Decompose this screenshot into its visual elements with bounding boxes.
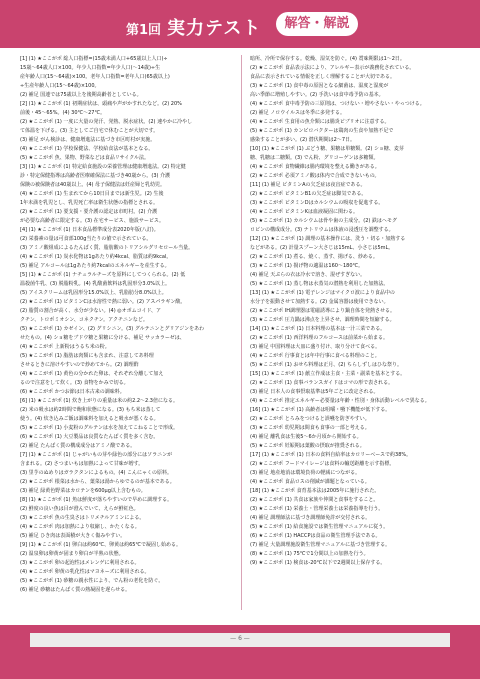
answer-line: [9] (1) ★ここがポ (1) 卵白は約60℃、卵黄は約65℃で凝固し始める。 bbox=[20, 542, 182, 548]
answer-line: (2) ★ここがポ (1) 西洋料理のフルコースは前菜から始まる。 bbox=[250, 335, 388, 341]
answer-line: (4) ★ここがポ 肉は加熱により収縮し、かたくなる。 bbox=[20, 524, 140, 530]
answer-line: 使う。(4) 炊き込みご飯は調味料を加えると吸水が悪くなる。 bbox=[20, 416, 159, 422]
answer-line: (2) 補足 ノロウイルスは冬季に多発する。 bbox=[250, 110, 345, 116]
answer-line: (5) 補足 ひき肉は表面積が大きく傷みやすい。 bbox=[20, 533, 126, 539]
answer-line: (2) 栄養素の量は可食部100g当たりの値で示されている。 bbox=[20, 236, 152, 242]
answer-line: が必要な高齢者に限定する。(3) 在宅サービス、施設サービス。 bbox=[20, 218, 164, 224]
answer-line: (7) 補足 大量調理施設衛生管理マニュアルに基づき管理する。 bbox=[250, 542, 391, 548]
round-label: 第1回 bbox=[126, 23, 162, 38]
answer-line: (3) アミノ酸組成によるたんぱく質、脂肪酸のトリアシルグリセロール当量。 bbox=[20, 245, 194, 251]
answer-line: (4) ★ここがポ 上新粉はうるち米の粉。 bbox=[20, 344, 110, 350]
footer-band bbox=[30, 633, 450, 647]
answer-line: (6) ★ここがポ (1) HACCPは食品の衛生管理手法である。 bbox=[250, 533, 381, 539]
answer-line: [10] (1) ★ここがポ (1) ぶどう糖、果糖は単糖類。(2) ショ糖、麦芽 bbox=[250, 146, 404, 152]
answer-line: (3) 補足 日本人の食事摂取基準は5年ごとに改定される。 bbox=[250, 389, 379, 395]
answer-line: (3) 補足 地産地消は環境負荷の軽減につながる。 bbox=[250, 470, 361, 476]
answer-line: (2) 補足 たんぱく質の構成成分はアミノ酸である。 bbox=[20, 443, 136, 449]
answer-line: (2) ★ここがポ ビタミンB1の欠乏症は脚気である。 bbox=[250, 191, 367, 197]
answer-line: (4) ★ここがポ 食品ロスの削減が課題となっている。 bbox=[250, 479, 370, 485]
answer-line: (3) 補足 中国料理は大皿に盛り付け、取り分けて食べる。 bbox=[250, 344, 381, 350]
answer-line: せたもの。(4) ショ糖をブドウ糖と果糖に分ける、補足 サッカラーゼは、 bbox=[20, 335, 185, 341]
answer-line: (5) ★ここがポ (1) カルシウムは骨や歯の主成分。(2) 鉄はヘモグ bbox=[250, 218, 397, 224]
answer-line: ÷生産年齢人口(15～64歳)×100。 bbox=[20, 83, 100, 89]
answer-line: (5) ★ここがポ (1) 脂肪は肉類にも含まれ、注意してあ料理 bbox=[20, 353, 154, 359]
answer-line: (3) ★ここがポ 圧力鍋は沸点を上昇させ、調理時間を短縮する。 bbox=[250, 317, 395, 323]
answer-line: (5) ★ここがポ (1) 砂糖の親水性により、でん粉の老化を防ぐ。 bbox=[20, 578, 164, 584]
answer-line: (5) ★ここがポ (1) 蒸し物は水蒸気の潜熱を利用した加熱法。 bbox=[250, 281, 389, 287]
answer-line: て体温を下げる。(3) 主としてご自宅で休むことが大切です。 bbox=[20, 128, 159, 134]
answer-line: クチン、トロポミオシン、コネクチン。アクチニンなど。 bbox=[20, 317, 148, 323]
answer-line: 産年齢人口(15～64歳)×100。老年人口指数=老年人口(65歳以上) bbox=[20, 74, 170, 80]
answer-line: [1] (1) ★ここがポ 総人口指標=(15歳未満人口+65歳以上人口)÷ bbox=[20, 56, 168, 62]
answer-line: (2) ★ここがポ 食品表示法により、アレルギー表示が義務化されている。 bbox=[250, 65, 415, 71]
answer-line: (2) ★ここがポ 必須アミノ酸は体内で合成できないもの。 bbox=[250, 173, 380, 179]
answer-line: (4) ★ここがポ ビタミンKは血液凝固に関わる。 bbox=[250, 209, 359, 215]
answer-line: (3) ★ここがポ 卵の起泡性はメレンゲに利用される。 bbox=[20, 560, 140, 566]
answer-line: (2) 温泉卵は卵黄が固まり卵白が半熟の状態。 bbox=[20, 551, 124, 557]
right-column bbox=[250, 55, 462, 568]
answer-line: (5) ★ここがポ 妊娠期は葉酸の摂取が推奨される。 bbox=[250, 443, 365, 449]
answer-line: (2) 脂質の割合が高く、水分が少ない。(4) ◎オボムコイド、ア bbox=[20, 308, 162, 314]
answer-line: [14] (1) ★ここがポ (1) 日本料理の基本は一汁三菜である。 bbox=[250, 326, 386, 332]
answer-line: [5] (1) ★ここがポ (1) ナチュラルチーズを原料にしてつくられる。(2) 低 bbox=[20, 272, 186, 278]
answer-line: (4) ★ここがポ (1) 学校保健法、学校給食法が基本となる。 bbox=[20, 146, 154, 152]
answer-line: [15] (1) ★ここがポ (1) 献立作成は主食・主菜・副菜を基本とする。 bbox=[250, 371, 406, 377]
answer-line: (2) ★ここがポ (1) 要支援・要介護の認定は市町村。(2) 介護 bbox=[20, 209, 158, 215]
answer-line: (2) ★ここがポ (1) ビタミンCは水溶性で熱に弱い。(2) アスパラギン酸。 bbox=[20, 299, 186, 305]
answer-line: (5) ★ここがポ (1) 給食施設では衛生管理マニュアルに従う。 bbox=[250, 524, 389, 530]
answer-line: (2) 補足 国連では75歳以上を後期高齢者としている。 bbox=[20, 92, 142, 98]
answer-line: 暗所、冷所で保存する。乾燥、湿気を防ぐ。(4) 賞味期限は1～2日。 bbox=[250, 56, 405, 62]
answer-line: 感染することが多い。(2) 潜伏期間は2～7日。 bbox=[250, 137, 356, 143]
answer-line: (6) 補足 砂糖はたんぱく質の熱凝固を遅らせる。 bbox=[20, 587, 131, 593]
answer-line: (3) ★ここがポ 魚の生臭さはトリメチルアミンによる。 bbox=[20, 515, 145, 521]
answer-badge: 解答・解説 bbox=[276, 12, 358, 36]
answer-line: (4) ★ここがポ 推定エネルギー必要量は年齢・性別・身体活動レベルで異なる。 bbox=[250, 398, 430, 404]
answer-line: (4) 補足 離乳食は生後5～6か月頃から開始する。 bbox=[250, 434, 362, 440]
answer-line: (2) ★ここがポ とろみをつけると誤嚥を防ぎやすい。 bbox=[250, 416, 370, 422]
answer-line: 保険の被保険者は40歳以上。(4) 母子保健法は妊産婦と乳幼児。 bbox=[20, 182, 166, 188]
answer-line: などがある。(2) 計量スプーン大さじは15mL、小さじは5mL。 bbox=[250, 245, 394, 251]
answer-line: (4) ★ここがポ 生食用の魚介類には腸炎ビブリオに注意する。 bbox=[250, 119, 390, 125]
answer-line: [11] (1) 補足 ビタミンAの欠乏症は夜盲症である。 bbox=[250, 182, 366, 188]
answer-line: 糖、乳糖は二糖類。(3) でん粉、グリコーゲンは多糖類。 bbox=[250, 155, 379, 161]
answer-line: (2) ★ここがポ IH調理器は電磁誘導により鍋自体を発熱させる。 bbox=[250, 308, 395, 314]
answer-line: (4) 補足 調理師法に基づき調理師免許が交付される。 bbox=[250, 515, 371, 521]
answer-line: (8) ★ここがポ (1) 75℃で1分間以上の加熱を行う。 bbox=[250, 551, 369, 557]
answer-line: 食品に表示されている情報を正しく理解することが大切である。 bbox=[250, 74, 396, 80]
answer-line: 診・特定保健指導は高齢者医療確保法に基づき40歳から。(3) 介護 bbox=[20, 173, 171, 179]
answer-line: (3) 里芋のぬめりはガラクタンによるもの。(4) こんにゃくの原料。 bbox=[20, 470, 172, 476]
answer-line: 水分子を振動させて加熱する。(2) 金属容器は使用できない。 bbox=[250, 299, 389, 305]
answer-line: るので注意をして炊く。(3) 食物をかみで切る。 bbox=[20, 380, 129, 386]
answer-line: (2) ★ここがポ (1) 共食は家族や仲間と食事をすること。 bbox=[250, 497, 379, 503]
answer-line: [2] (1) ★ここがポ (1) 初期症状は、頭痛や声がかすれたなど。(2) 20% bbox=[20, 101, 182, 107]
answer-line: (5) ★ここがポ (1) カゼイン、(2) グリシニン。(3) グルテニンとグリアジンをあわ bbox=[20, 326, 205, 332]
answer-line: (2) 鮮度の良い魚は目が澄んでいて、えらが鮮紅色。 bbox=[20, 506, 139, 512]
page-number: — 6 — bbox=[230, 635, 250, 642]
answer-line: させるときに溶けやすいので炒めてから。(2) 調理酢 bbox=[20, 362, 139, 368]
answer-line: (3) ★ここがポ ビタミンDはカルシウムの吸収を促進する。 bbox=[250, 200, 384, 206]
answer-line: (4) ★ここがポ (1) 炭水化物は1gあたり約4kcal、脂質は約9kcal。 bbox=[20, 254, 172, 260]
answer-line: (3) 補足 がん検診は、健康増進法に基づき市区町村が実施。 bbox=[20, 137, 156, 143]
answer-line: (3) 補足 緑黄色野菜はカロテンを600μg以上含むもの。 bbox=[20, 488, 146, 494]
footer-bar bbox=[0, 625, 480, 679]
answer-line: 含まれる。(2) さつまいもは加熱によって甘味が増す。 bbox=[20, 461, 144, 467]
answer-line: (9) ★ここがポ (1) 検食は-20℃以下で2週間以上保存する。 bbox=[250, 560, 386, 566]
answer-line: (3) ★ここがポ (1) 揚げ物の適温は160～180℃。 bbox=[250, 263, 364, 269]
test-title: 実力テスト bbox=[167, 18, 262, 39]
answer-line: (4) ★ここがポ 卵黄の乳化性はマヨネーズに利用される。 bbox=[20, 569, 150, 575]
left-column bbox=[20, 55, 232, 595]
answer-line: (4) ★ここがポ (1) 黄色の分かれた卵は、それぞれ分離して加え bbox=[20, 371, 164, 377]
answer-line: [12] (1) ★ここがポ (1) 調理の基本操作には、洗う・切る・加熱する bbox=[250, 236, 406, 242]
answer-line: 高い季節に増殖しやすい。(2) 手洗いは食中毒予防の基本。 bbox=[250, 92, 384, 98]
answer-line: 15歳～64歳人口×100。年少人口指数=年少人口(～14歳)÷生 bbox=[20, 65, 161, 71]
answer-line: (5) アイスクリームは乳固形分15.0%以上、乳脂肪分8.0%以上。 bbox=[20, 290, 167, 296]
answer-line: (2) 米の吸水は約2時間で飽和状態になる。(3) もち米は蒸して bbox=[20, 407, 161, 413]
answer-line: (4) ★ここがポ 食中毒予防の三原則は、つけない・増やさない・やっつける。 bbox=[250, 101, 425, 107]
answer-line: [6] (1) ★ここがポ (1) 炊き上がりの重量は米の約2.2～2.3倍になる。 bbox=[20, 398, 178, 404]
answer-line: ロビンの構成成分。(3) ナトリウムは体液の浸透圧を調整する。 bbox=[250, 227, 394, 233]
answer-line: (4) 補足 天ぷらの衣は冷水で溶き、混ぜすぎない。 bbox=[250, 272, 366, 278]
answer-line: [8] (1) ★ここがポ (1) 魚は鮮度が落ちやすいので早めに調理する。 bbox=[20, 497, 173, 503]
answer-line: (2) ★ここがポ 根菜は水から、葉菜は湯からゆでるのが基本である。 bbox=[20, 479, 175, 485]
answer-line: (5) 補足 アルコールは1gあたり約7kcalのエネルギーを産生する。 bbox=[20, 263, 170, 269]
answer-line: (2) ★ここがポ (1) 一度に大量の発汗、発熱、脱水症状。(2) 速やかに冷やし bbox=[20, 119, 193, 125]
answer-line: [18] (1) ★ここがポ 食育基本法は2005年に施行された。 bbox=[250, 488, 380, 494]
answer-line: (5) ★ここがポ (1) おせち料理は正月、(2) ちらしずしはひな祭り。 bbox=[250, 362, 402, 368]
answer-line: (3) ★ここがポ 幼児期は間食も食事の一部と考える。 bbox=[250, 425, 370, 431]
answer-line: [17] (1) ★ここがポ (1) 日本の食料自給率はカロリーベースで約38%。 bbox=[250, 452, 412, 458]
answer-line: (3) ★ここがポ (1) 食中毒の原因となる細菌は、温度と湿度が bbox=[250, 83, 389, 89]
answer-line: [13] (1) ★ここがポ (1) 電子レンジはマイクロ波により食品中の bbox=[250, 290, 395, 296]
answer-line: [16] (1) ★ここがポ (1) 高齢者は咀嚼・嚥下機能が低下する。 bbox=[250, 407, 391, 413]
answer-line: (3) ★ここがポ (1) 栄養士・管理栄養士は栄養指導を行う。 bbox=[250, 506, 384, 512]
answer-line: (2) ★ここがポ フードマイレージは食料の輸送距離を示す指標。 bbox=[250, 461, 395, 467]
answer-line: (5) ★ここがポ (1) 小麦粉のグルテンは水を加えてこねることで形成。 bbox=[20, 425, 179, 431]
answer-line: (4) ★ここがポ 行事食とは年中行事に食べる料理のこと。 bbox=[250, 353, 380, 359]
answer-line: [7] (1) ★ここがポ (1) じゃがいもの芽や緑色の部分にはソラニンが bbox=[20, 452, 173, 458]
answer-line: [4] (1) ★ここがポ (1) 日本食品標準成分表2020年版(八訂)。 bbox=[20, 227, 159, 233]
answer-line: (6) ★ここがポ (1) 大豆製品は良質なたんぱく質を多く含む。 bbox=[20, 434, 159, 440]
answer-line: (2) ★ここがポ (1) 煮る、焼く、蒸す、揚げる、炒める。 bbox=[250, 254, 378, 260]
answer-line: 1年未満を乳児とし、乳児死亡率は衛生状態の指標とされる。 bbox=[20, 200, 159, 206]
answer-line: (5) ★ここがポ 魚、果物、野菜などは食品リサイクル法。 bbox=[20, 155, 150, 161]
page-title bbox=[126, 14, 261, 40]
answer-line: [3] (1) ★ここがポ (1) 特定給食施設の栄養管理は健康増進法。(2) 特定健 bbox=[20, 164, 186, 170]
answer-line: (4) ★ここがポ 食物繊維は腸内環境を整える働きがある。 bbox=[250, 164, 380, 170]
answer-line: 前後・45～65%。(4) 30℃～27℃。 bbox=[20, 110, 106, 116]
answer-line: (5) ★ここがポ (1) カンピロバクターは鶏肉の生食や加熱不足で bbox=[250, 128, 394, 134]
answer-line: (4) ★ここがポ (1) 生まれてから10日目までは新生児。(2) 生後 bbox=[20, 191, 164, 197]
answer-line: 温殺菌牛乳、(3) 脱脂粉乳。(4) 乳酸菌飲料は乳固形分3.0%以上。 bbox=[20, 281, 171, 287]
header-bar bbox=[0, 0, 480, 48]
answer-line: (6) ★ここがポ かつお節は日本古来の調味料。 bbox=[20, 389, 125, 395]
column-divider bbox=[241, 55, 242, 610]
answer-line: (2) ★ここがポ (1) 食事バランスガイドはコマの形で表される。 bbox=[250, 380, 394, 386]
